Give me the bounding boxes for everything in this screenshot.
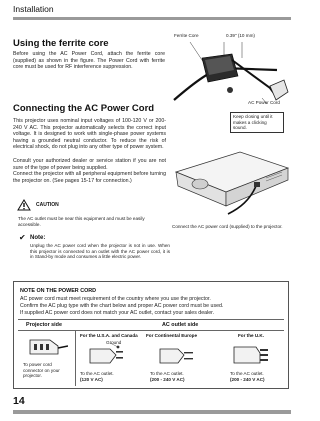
ground-label: Ground <box>106 340 122 345</box>
note-label: Note: <box>30 235 46 241</box>
power-body-1: This projector uses nominal input voltages of 100-120 V or 200-240 V AC. This projector automatically selects the correct input voltage. It is designed to work with single-phase power systems having a grounded neutral conductor. To reduce the risk of electrical shock, do not plug into any other type of power system. <box>13 118 166 151</box>
uk-plug-drawing <box>230 343 274 369</box>
connect-caption: Connect the AC power cord (supplied) to the projector. <box>172 224 283 229</box>
eu-voltage: (200 - 240 V AC) <box>150 377 185 382</box>
caution-text: The AC outlet must be near this equipment and must be easily accessible. <box>18 216 145 227</box>
power-body-2: Consult your authorized dealer or service station if you are not sure of the type of power being supplied. <box>13 158 166 171</box>
ac-power-cord-label: AC Power Cord <box>248 100 280 105</box>
region-uk: For the U.K. <box>238 333 265 338</box>
ferrite-body: Before using the AC Power Cord, attach the ferrite core (supplied) as shown in the figure. The Power Cord with ferrite core must be used for RF interference suppression. <box>13 51 165 71</box>
eu-outlet-caption: To the AC outlet. <box>150 371 184 376</box>
page-number: 14 <box>13 395 25 407</box>
region-us-canada: For the U.S.A. and Canada <box>80 333 138 338</box>
ferrite-size-label: 0.39" (10 mm) <box>226 33 255 38</box>
table-column-divider <box>75 330 76 386</box>
ac-outlet-side-header: AC outlet side <box>162 322 199 328</box>
region-continental-europe: For Continental Europe <box>146 333 198 338</box>
uk-voltage: (200 - 240 V AC) <box>230 377 265 382</box>
uk-outlet-caption: To the AC outlet. <box>230 371 264 376</box>
table-top-rule <box>18 319 284 320</box>
power-body-3: Connect the projector with all peripheral equipment before turning the projector on. (See pages 15-17 for connection.) <box>13 171 166 184</box>
note-text: Unplug the AC power cord when the projector is not in use. When this projector is connected to an outlet with the AC power cord, it is in Stand-by mode and consumes a little electric power. <box>30 243 170 260</box>
note-box-line-2: Confirm the AC plug type with the chart below and proper AC power cord must be used. <box>20 303 224 309</box>
section-title: Installation <box>13 4 54 14</box>
caution-icon <box>17 199 31 211</box>
power-cord-note-box <box>13 281 289 389</box>
projector-plug-drawing <box>28 336 68 360</box>
projector-side-header: Projector side <box>26 322 62 328</box>
ferrite-core-label: Ferrite Core <box>174 33 199 38</box>
power-heading: Connecting the AC Power Cord <box>13 103 155 114</box>
projector-side-caption: To power cord connector on your projector. <box>23 362 60 379</box>
us-plug-drawing <box>86 343 126 367</box>
ferrite-figure <box>172 30 292 140</box>
keep-closing-callout: Keep closing until it makes a clicking sound. <box>230 112 284 133</box>
eu-plug-drawing <box>156 343 196 367</box>
table-header-rule <box>18 330 284 331</box>
ferrite-heading: Using the ferrite core <box>13 38 109 49</box>
projector-illustration <box>170 142 294 220</box>
note-box-line-3: If supplied AC power cord does not match your AC outlet, contact your sales dealer. <box>20 310 215 316</box>
us-voltage: (120 V AC) <box>80 377 103 382</box>
footer-rule <box>13 410 291 414</box>
checkmark-icon: ✔ <box>19 233 26 242</box>
note-box-title: NOTE ON THE POWER CORD <box>20 288 97 294</box>
note-box-line-1: AC power cord must meet requirement of the country where you use the projector. <box>20 296 211 302</box>
caution-label: CAUTION <box>36 202 59 208</box>
us-outlet-caption: To the AC outlet. <box>80 371 114 376</box>
header-rule <box>13 17 291 20</box>
